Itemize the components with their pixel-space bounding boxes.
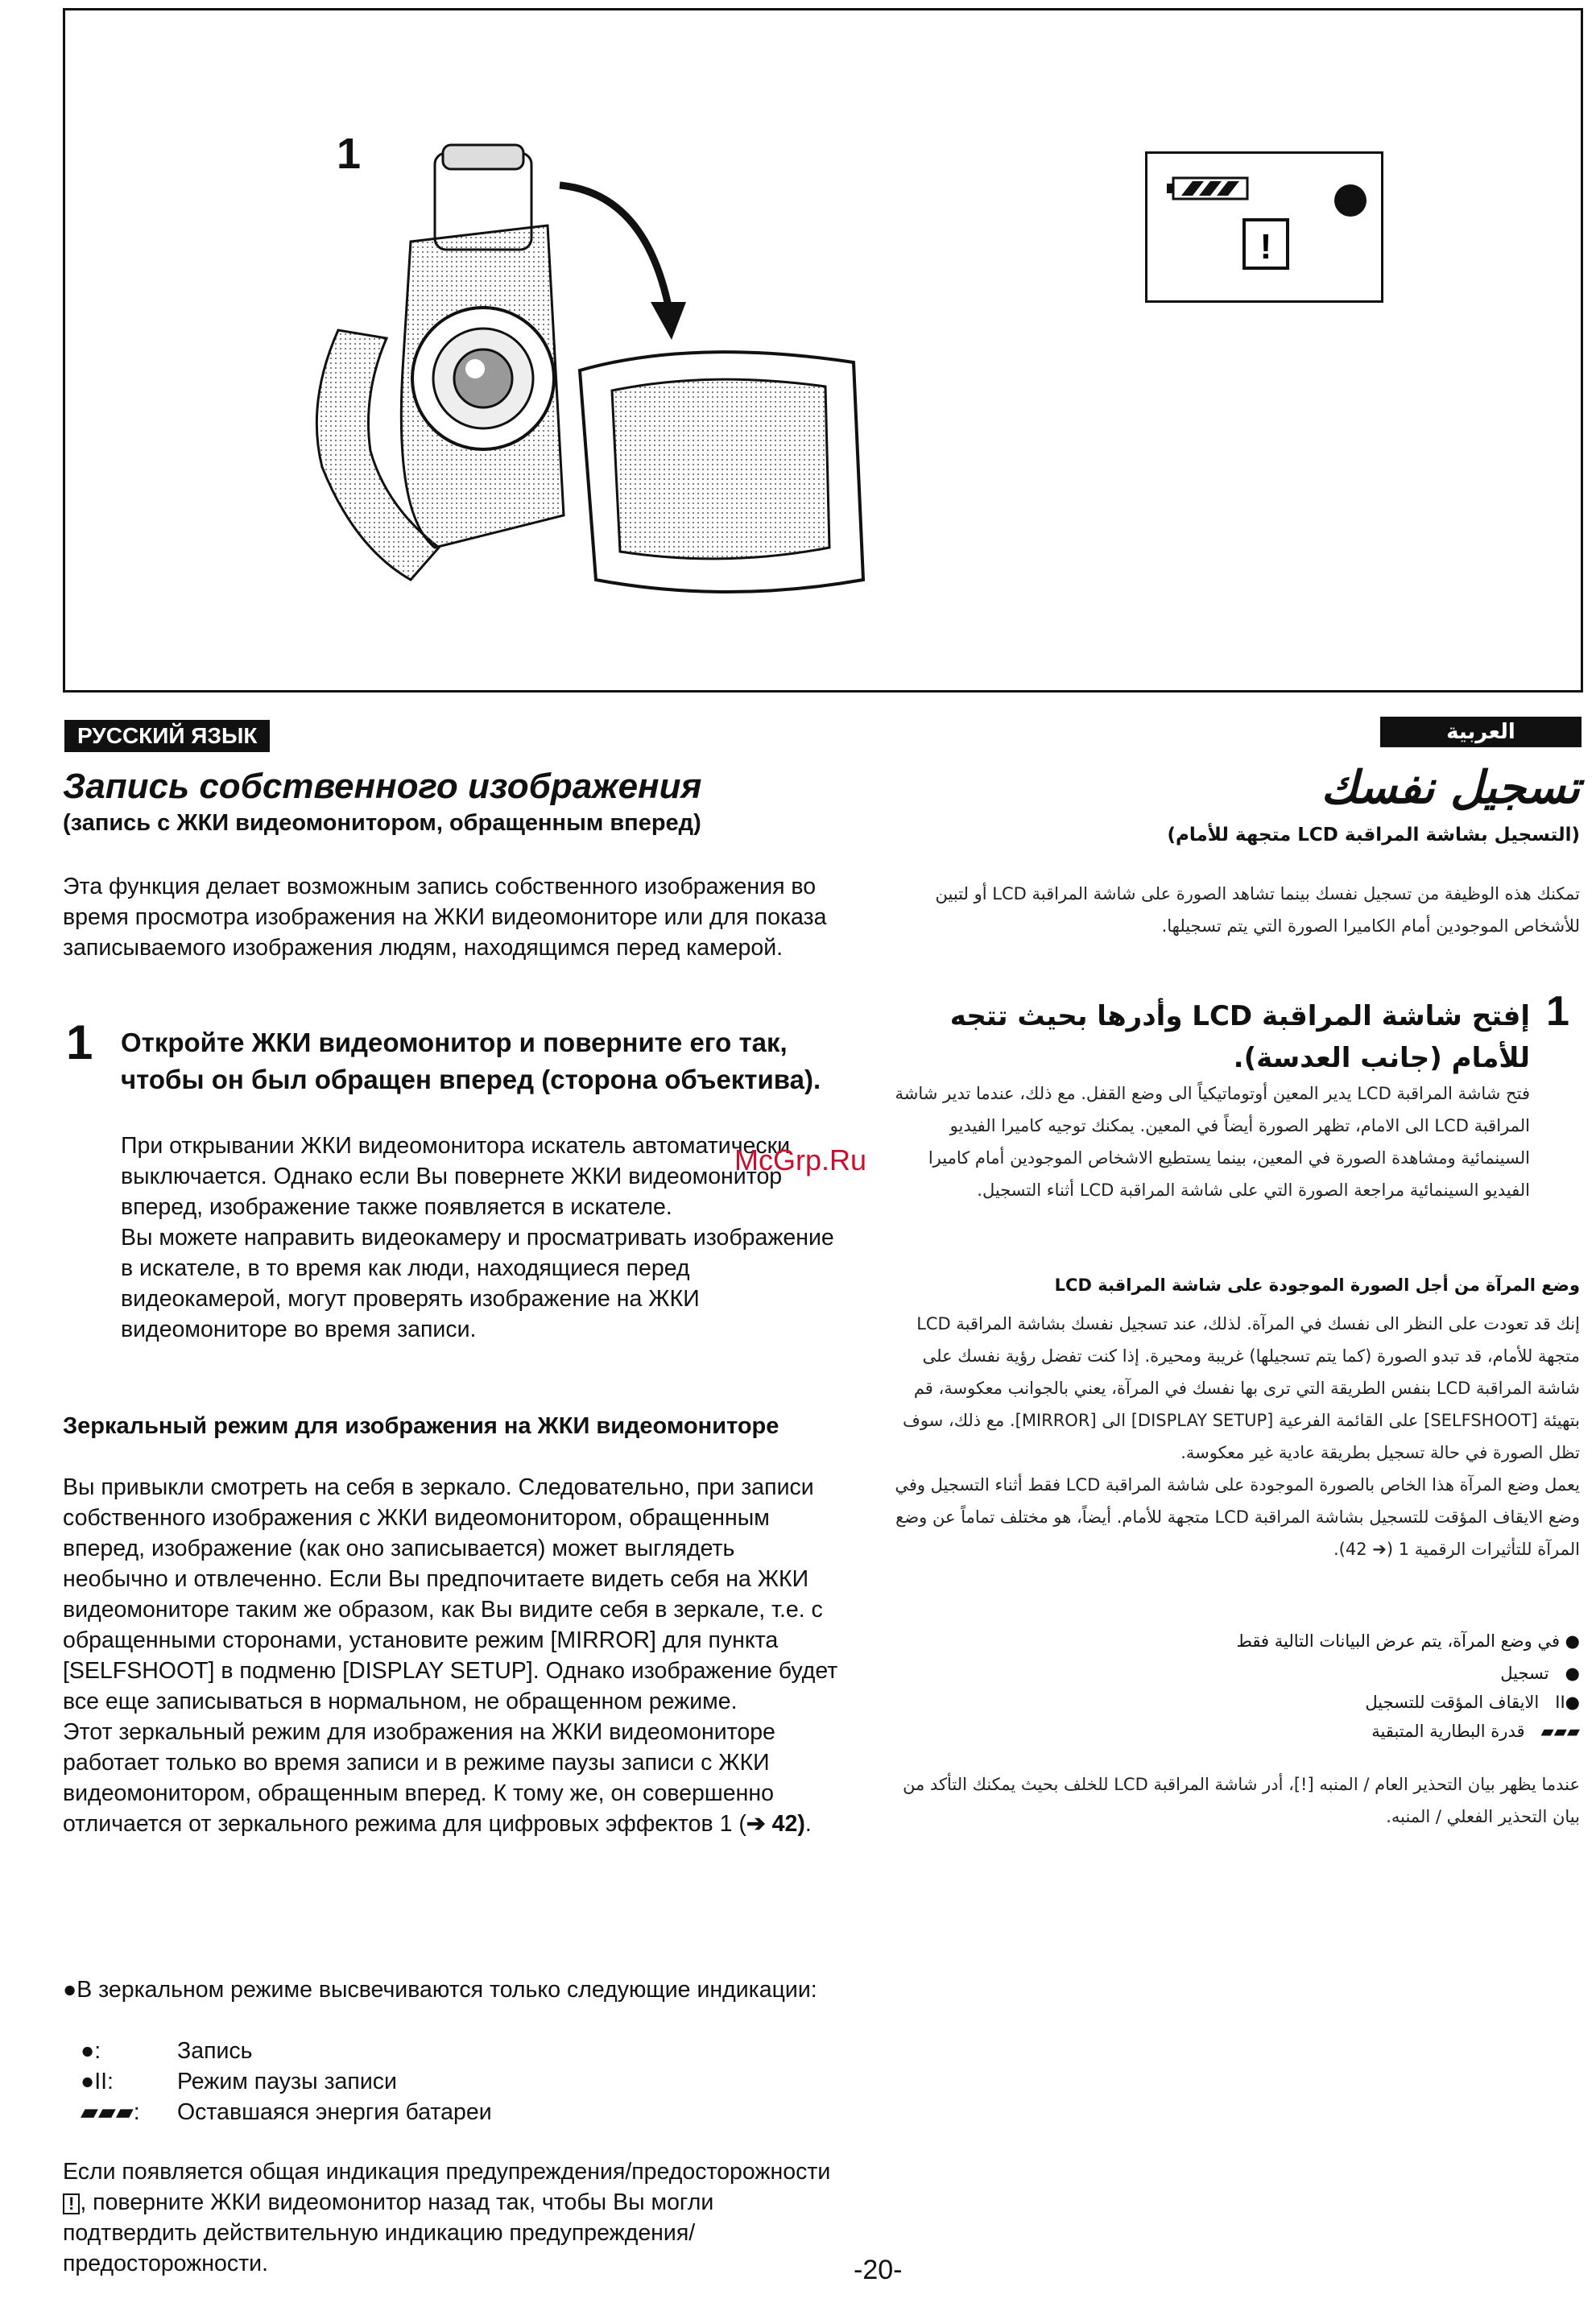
ar-mirror-para-1: إنك قد تعودت على النظر الى نفسك في المرآة. لذلك، عند تسجيل نفسك بشاشة المراقبة LCD متجهة للأمام، قد تبدو الصورة (كما يتم تسجيلها) غريبة ومحيرة. إذا كنت تفضل رؤية نفسك على شاشة المراقبة LCD بنفس الطريقة التي ترى بها نفسك في المرآة، يعني بالجوانب معكوسة، قم بتهيئة [SELFSHOOT] على القائمة الفرعية [DISPLAY SETUP] الى [MIRROR]. مع ذلك، سوف تظل الصورة في حالة تسجيل بطريقة عادية غير معكوسة. xyxy=(903,1314,1580,1462)
ru-indication-row: ●II: Режим паузы записи xyxy=(81,2066,805,2097)
rotation-arrow xyxy=(560,185,668,306)
ar-warning-note: عندما يظهر بيان التحذير العام / المنبه [!]، أدر شاشة المراقبة LCD للخلف بحيث يمكنك التأكد من بيان التحذير الفعلي / المنبه. xyxy=(903,1775,1580,1826)
ar-indication-row: ● تسجيل xyxy=(1500,1664,1580,1683)
ar-indications-intro: ● في وضع المرآة، يتم عرض البيانات التالية فقط xyxy=(1236,1631,1580,1651)
battery-icon xyxy=(1167,178,1247,199)
ru-indications-intro: ●В зеркальном режиме высвечиваются только следующие индикации: xyxy=(63,1977,817,2003)
ar-step-heading: إفتح شاشة المراقبة LCD وأدرها بحيث تتجه للأمام (جانب العدسة). xyxy=(949,1000,1530,1074)
language-tag-arabic: العربية xyxy=(1380,717,1582,747)
ar-intro: تمكنك هذه الوظيفة من تسجيل نفسك بينما تشاهد الصورة على شاشة المراقبة LCD أو لتبين للأشخاص الموجودين أمام الكاميرا الصورة التي يتم تسجيلها. xyxy=(935,884,1580,936)
ru-indication-row: ●: Запись xyxy=(81,2036,805,2066)
figure-step-number: 1 xyxy=(337,130,362,178)
lcd-screen xyxy=(612,379,829,559)
ar-subtitle: (التسجيل بشاشة المراقبة LCD متجهة للأمام) xyxy=(1167,825,1580,846)
ru-step-number: 1 xyxy=(66,1015,93,1069)
ar-mirror-para-2: يعمل وضع المرآة هذا الخاص بالصورة الموجودة على شاشة المراقبة LCD فقط أثناء التسجيل وفي وضع الايقاف المؤقت للتسجيل بشاشة المراقبة LCD متجهة للأمام. أيضاً، هو مختلف تماماً عن وضع المرآة للتأثيرات الرقمية 1 (➔ 42). xyxy=(895,1475,1580,1559)
ru-subtitle: (запись с ЖКИ видеомонитором, обращенным вперед) xyxy=(63,810,701,836)
ru-mirror-heading: Зеркальный режим для изображения на ЖКИ видеомониторе xyxy=(63,1413,779,1439)
ru-step-body-para-2: Вы можете направить видеокамеру и просматривать изображение в искателе, в то время как люди, находящиеся перед видеокамерой, могут проверять изображение на ЖКИ видеомониторе во время записи. xyxy=(121,1225,834,1342)
ar-step-number: 1 xyxy=(1546,988,1569,1035)
ru-title: Запись собственного изображения xyxy=(63,767,702,806)
camcorder-illustration xyxy=(290,129,902,644)
ar-mirror-heading: وضع المرآة من أجل الصورة الموجودة على شاشة المراقبة LCD xyxy=(1054,1276,1580,1295)
record-dot-icon xyxy=(1334,184,1367,217)
record-pause-icon: ●II: xyxy=(81,2069,114,2094)
warning-icon: ! xyxy=(63,2193,80,2214)
ar-title: تسجيل نفسك xyxy=(1321,762,1580,814)
language-tag-russian: РУССКИЙ ЯЗЫК xyxy=(64,720,270,752)
battery-icon: ▰▰▰: xyxy=(81,2099,140,2125)
record-dot-icon: ● xyxy=(1565,1664,1580,1683)
ru-mirror-body xyxy=(63,1472,846,1839)
ru-step-heading: Откройте ЖКИ видеомонитор и поверните его так, чтобы он был обращен вперед (сторона объектива). xyxy=(121,1027,821,1094)
svg-text:!: ! xyxy=(1259,227,1272,267)
ar-mirror-body xyxy=(894,1308,1580,1565)
record-pause-icon: ●II xyxy=(1555,1693,1580,1712)
ru-intro: Эта функция делает возможным запись собственного изображения во время просмотра изображения на ЖКИ видеомониторе или для показа записываемого изображения людям, находящимся перед камерой. xyxy=(63,874,827,961)
warning-icon xyxy=(1244,220,1288,268)
page-number: -20- xyxy=(854,2255,903,2285)
ar-step-body: فتح شاشة المراقبة LCD يدير المعين أوتوماتيكياً الى وضع القفل. مع ذلك، عندما تدير شاشة المراقبة LCD الى الامام، تظهر الصورة أيضاً في المعين. يمكنك توجيه كاميرا الفيديو السينمائية ومشاهدة الصورة في المعين، بينما يستطيع الاشخاص الموجودين أمام كاميرا الفيديو السينمائية مراجعة الصورة التي على شاشة المراقبة LCD أثناء التسجيل. xyxy=(895,1084,1530,1200)
record-dot-icon: ●: xyxy=(81,2038,101,2064)
ru-mirror-para-2: Этот зеркальный режим для изображения на ЖКИ видеомониторе работает только во время записи и в режиме паузы записи с ЖКИ видеомонитором, обращенным вперед. К тому же, он совершенно отличается от зеркального режима для цифровых эффектов 1 (➔ 42). xyxy=(63,1719,812,1837)
ar-indication-row: ▰▰▰ قدرة البطارية المتبقية xyxy=(1371,1722,1580,1741)
battery-icon: ▰▰▰ xyxy=(1540,1722,1580,1741)
ru-mirror-para-1: Вы привыкли смотреть на себя в зеркало. Следовательно, при записи собственного изображения с ЖКИ видеомонитором, обращенным вперед, изображение (как оно записывается) может выглядеть необычно и отвлеченно. Если Вы предпочитаете видеть себя на ЖКИ видеомониторе таким же образом, как Вы видите себя в зеркале, т.е. с обращенными сторонами, установите режим [MIRROR] для пункта [SELFSHOOT] в подменю [DISPLAY SETUP]. Однако изображение будет все еще записываться в нормальном, не обращенном режиме. xyxy=(63,1474,838,1714)
ar-indication-row: ●II الايقاف المؤقت للتسجيل xyxy=(1365,1693,1580,1712)
watermark: McGrp.Ru xyxy=(734,1143,867,1176)
ru-warning-note: Если появляется общая индикация предупреждения/предосторожности ! , поверните ЖКИ видеомонитор назад так, чтобы Вы могли подтвердить действительную индикацию предупреждения/предосторожности. xyxy=(63,2159,831,2276)
ru-page-reference: ➔ 42) xyxy=(746,1811,805,1837)
lcd-indicator-panel xyxy=(1145,151,1383,303)
ru-indication-row: ▰▰▰: Оставшаяся энергия батареи xyxy=(81,2097,805,2127)
ru-step-body-para-1: При открывании ЖКИ видеомонитора искатель автоматически выключается. Однако если Вы повернете ЖКИ видеомонитор вперед, изображение также появляется в искателе. xyxy=(121,1133,791,1220)
